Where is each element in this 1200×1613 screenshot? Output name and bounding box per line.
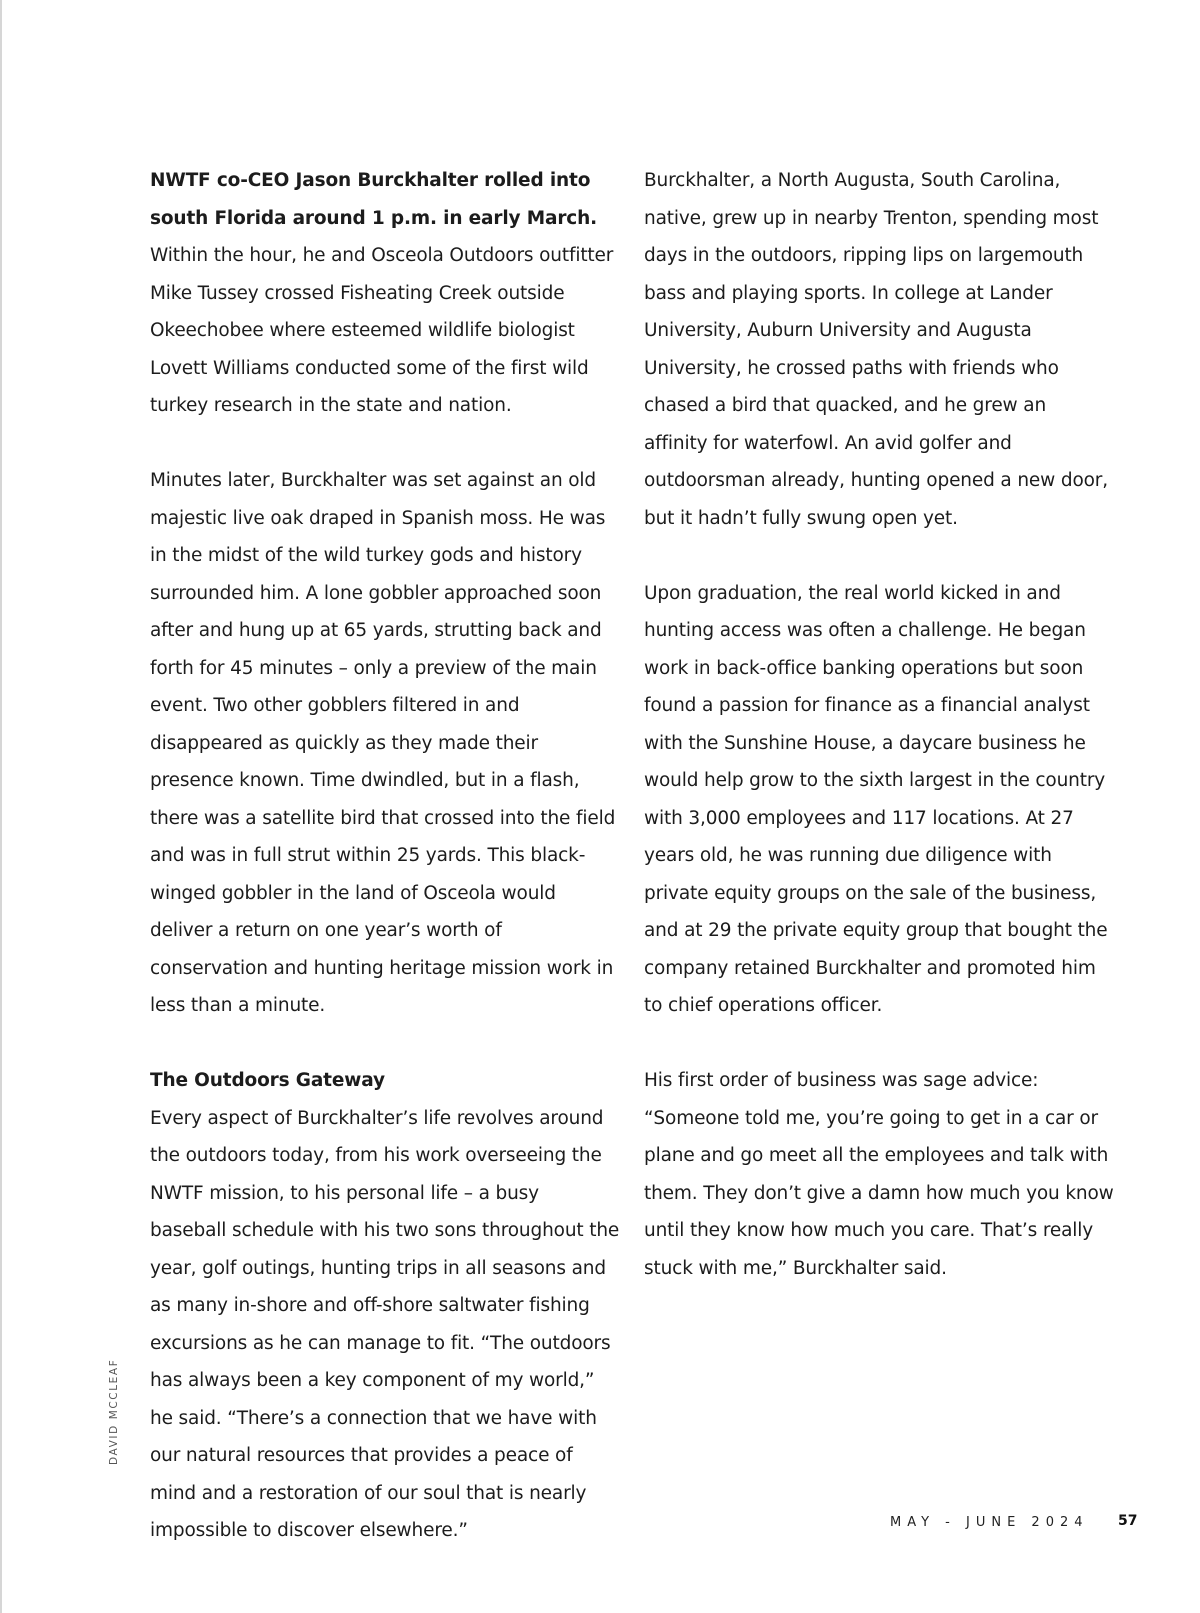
article-column-left	[150, 162, 620, 1550]
page-edge-divider	[0, 0, 2, 1613]
photo-credit: DAVID MCCLEAF	[108, 1358, 120, 1465]
footer-issue-date: MAY - JUNE 2024	[890, 1515, 1089, 1530]
article-paragraph-2: Minutes later, Burckhalter was set against an old majestic live oak draped in Spanish moss. He was in the midst of the wild turkey gods and history surrounded him. A lone gobbler approached soon after and hung up at 65 yards, strutting back and forth for 45 minutes – only a preview of the main event. Two other gobblers filtered in and disappeared as quickly as they made their presence known. Time dwindled, but in a flash, there was a satellite bird that crossed into the field and was in full strut within 25 yards. This black-winged gobbler in the land of Osceola would deliver a return on one year’s worth of conservation and hunting heritage mission work in less than a minute.	[150, 470, 616, 1016]
article-column-right	[644, 162, 1114, 1287]
article-paragraph-4: Burckhalter, a North Augusta, South Carolina, native, grew up in nearby Trenton, spending most days in the outdoors, ripping lips on largemouth bass and playing sports. In college at Lander University, Auburn University and Augusta University, he crossed paths with friends who chased a bird that quacked, and he grew an affinity for waterfowl. An avid golfer and outdoorsman already, hunting opened a new door, but it hadn’t fully swung open yet.	[644, 170, 1108, 529]
section-subhead: The Outdoors Gateway	[150, 1070, 385, 1091]
article-paragraph-1	[150, 162, 620, 425]
page-number: 57	[1118, 1513, 1138, 1529]
article-paragraph-6: His first order of business was sage advice: “Someone told me, you’re going to get in a car or plane and go meet all the employees and talk with them. They don’t give a damn how much you know until they know how much you care. That’s really stuck with me,” Burckhalter said.	[644, 1070, 1114, 1279]
article-paragraph-1-text: Within the hour, he and Osceola Outdoors outfitter Mike Tussey crossed Fisheating Creek outside Okeechobee where esteemed wildlife biologist Lovett Williams conducted some of the first wild turkey research in the state and nation.	[150, 245, 614, 416]
article-paragraph-3	[150, 1062, 620, 1550]
article-paragraph-5: Upon graduation, the real world kicked in and hunting access was often a challenge. He began work in back-office banking operations but soon found a passion for finance as a financial analyst with the Sunshine House, a daycare business he would help grow to the sixth largest in the country with 3,000 employees and 117 locations. At 27 years old, he was running due diligence with private equity groups on the sale of the business, and at 29 the private equity group that bought the company retained Burckhalter and promoted him to chief operations officer.	[644, 582, 1108, 1016]
article-lede: NWTF co-CEO Jason Burckhalter rolled into south Florida around 1 p.m. in early March.	[150, 170, 598, 229]
article-paragraph-3-text: Every aspect of Burckhalter’s life revolves around the outdoors today, from his work overseeing the NWTF mission, to his personal life – a busy baseball schedule with his two sons throughout the year, golf outings, hunting trips in all seasons and as many in-shore and off-shore saltwater fishing excursions as he can manage to fit. “The outdoors has always been a key component of my world,” he said. “There’s a connection that we have with our natural resources that provides a peace of mind and a restoration of our soul that is nearly impossible to discover elsewhere.”	[150, 1107, 620, 1541]
